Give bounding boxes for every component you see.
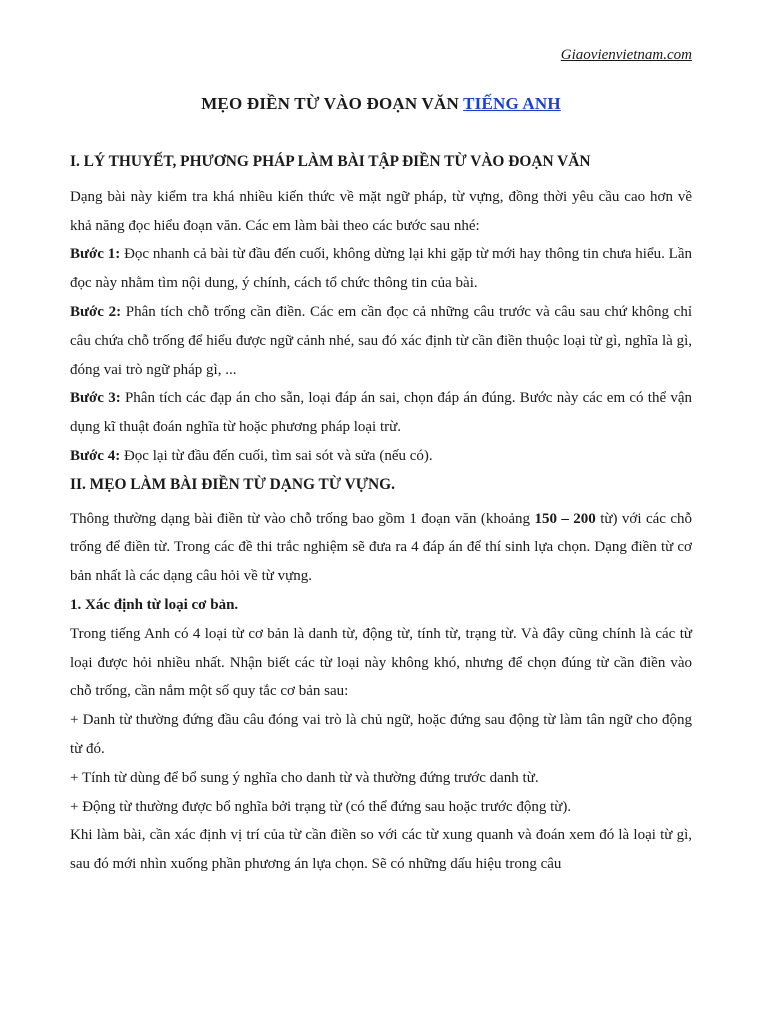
rule-verb: + Động từ thường được bổ nghĩa bởi trạng từ (có thể đứng sau hoặc trước động từ). <box>70 798 572 815</box>
step-3-label: Bước 3: <box>70 390 121 407</box>
step-3 <box>70 384 692 442</box>
intro-after: từ) với các chỗ trống để điền từ. Trong các đề thi trắc nghiệm sẽ đưa ra 4 đáp án để thí sinh lựa chọn. Dạng điền từ cơ bản nhất là các dạng câu hỏi về từ vựng. <box>70 510 692 585</box>
step-2-label: Bước 2: <box>70 303 122 320</box>
document-title <box>70 94 692 114</box>
step-2 <box>70 298 692 384</box>
intro-before: Thông thường dạng bài điền từ vào chỗ trống bao gồm 1 đoạn văn (khoảng <box>70 510 535 527</box>
step-2-text: Phân tích chỗ trống cần điền. Các em cần đọc cả những câu trước và câu sau chứ không chỉ câu chứa chỗ trống để hiểu được ngữ cảnh nhé, sau đó xác định từ cần điền thuộc loại từ gì, nghĩa là gì, đóng vai trò ngữ pháp gì, ... <box>70 303 693 378</box>
paragraph-word-types: Trong tiếng Anh có 4 loại từ cơ bản là danh từ, động từ, tính từ, trạng từ. Và đây cũng chính là các từ loại được hỏi nhiều nhất. Nhận biết các từ loại này không khó, nhưng để chọn đúng từ cần điền vào chỗ trống, cần nắm một số quy tắc cơ bản sau: <box>70 625 692 700</box>
intro-word-count: 150 – 200 <box>534 510 596 527</box>
title-link[interactable]: TIẾNG ANH <box>463 94 561 113</box>
document-body <box>70 148 692 879</box>
site-watermark[interactable]: Giaovienvietnam.com <box>560 47 692 63</box>
step-1 <box>70 240 692 298</box>
subsection-heading: 1. Xác định từ loại cơ bản. <box>70 596 239 613</box>
step-4 <box>70 442 692 471</box>
step-4-text: Đọc lại từ đầu đến cuối, tìm sai sót và sửa (nếu có). <box>120 447 433 464</box>
step-3-text: Phân tích các đạp án cho sẵn, loại đáp án sai, chọn đáp án đúng. Bước này các em có thể vận dụng kĩ thuật đoán nghĩa từ hoặc phương pháp loại trừ. <box>70 390 693 436</box>
title-text: MẸO ĐIỀN TỪ VÀO ĐOẠN VĂN <box>201 94 464 113</box>
step-1-label: Bước 1: <box>70 246 121 263</box>
paragraph-tips: Khi làm bài, cần xác định vị trí của từ cần điền so với các từ xung quanh và đoán xem đó là loại từ gì, sau đó mới nhìn xuống phần phương án lựa chọn. Sẽ có những dấu hiệu trong câu <box>70 827 692 873</box>
section-2-heading: II. MẸO LÀM BÀI ĐIỀN TỪ DẠNG TỪ VỰNG. <box>70 475 395 493</box>
step-1-text: Đọc nhanh cả bài từ đầu đến cuối, không dừng lại khi gặp từ mới hay thông tin chưa hiểu. Lần đọc này nhằm tìm nội dung, ý chính, cách tổ chức thông tin của bài. <box>70 246 692 292</box>
section-1-heading: I. LÝ THUYẾT, PHƯƠNG PHÁP LÀM BÀI TẬP ĐIỀN TỪ VÀO ĐOẠN VĂN <box>70 153 591 170</box>
section-1-intro: Dạng bài này kiểm tra khá nhiều kiến thức về mặt ngữ pháp, từ vựng, đồng thời yêu cầu cao hơn về khả năng đọc hiểu đoạn văn. Các em làm bài theo các bước sau nhé: <box>70 188 692 234</box>
step-4-label: Bước 4: <box>70 447 121 464</box>
rule-noun: + Danh từ thường đứng đầu câu đóng vai trò là chủ ngữ, hoặc đứng sau động từ làm tân ngữ cho động từ đó. <box>70 712 692 757</box>
section-2-intro <box>70 505 692 591</box>
rule-adjective: + Tính từ dùng để bổ sung ý nghĩa cho danh từ và thường đứng trước danh từ. <box>70 769 539 786</box>
